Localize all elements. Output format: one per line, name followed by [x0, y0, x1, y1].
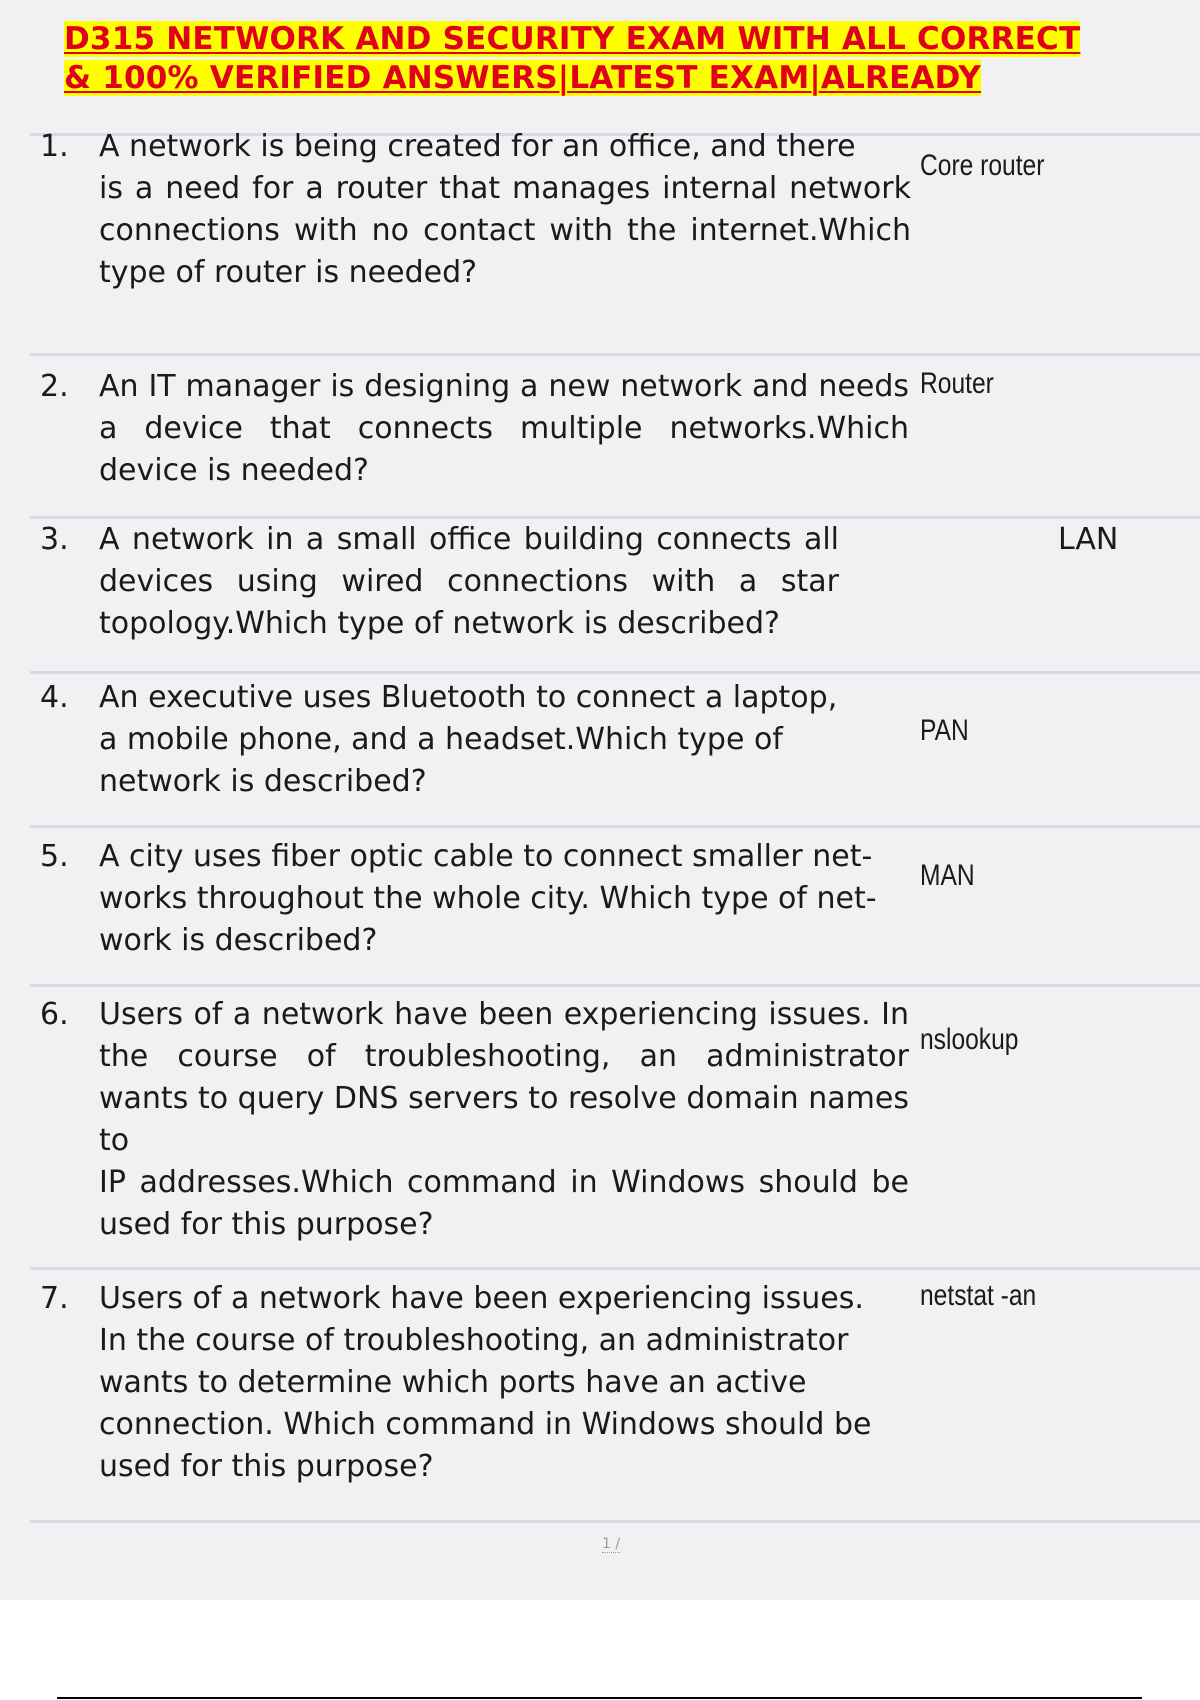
question-text: Users of a network have been experiencing issues. In the course of troubleshooting, an administrator wants to query DNS servers to resolve domain names to IP addresses.Which command in Windows should be used for this purpose? — [99, 997, 909, 1242]
question-number: 2. — [40, 369, 69, 404]
answer-text: Router — [920, 367, 994, 400]
question-number: 5. — [40, 839, 69, 874]
document-title-line-1: D315 NETWORK AND SECURITY EXAM WITH ALL CORRECT — [64, 21, 1081, 57]
answer-text: PAN — [920, 714, 969, 747]
answer-text: Core router — [920, 149, 1045, 182]
answer-text: netstat -an — [920, 1279, 1037, 1312]
question-text: A network in a small office building connects all devices using wired connections with a star topology.Which type of network is described? — [99, 522, 839, 641]
bottom-rule — [57, 1697, 1142, 1699]
answer-text: LAN — [1058, 522, 1119, 557]
question-number: 7. — [40, 1281, 69, 1316]
answer-text: nslookup — [920, 1023, 1019, 1056]
divider — [30, 671, 1200, 674]
page-number: 1 / — [602, 1536, 621, 1552]
document-title — [64, 20, 1174, 98]
question-text: Users of a network have been experiencing issues. In the course of troubleshooting, an administrator wants to determine which ports have an active connection. Which command in Windows should be used for this purpose? — [99, 1281, 872, 1484]
question-text: A city uses fiber optic cable to connect smaller net- works throughout the whole city. Which type of net- work is described? — [99, 839, 877, 958]
question-number: 6. — [40, 997, 69, 1032]
divider — [30, 1520, 1200, 1523]
answer-text: MAN — [920, 859, 975, 892]
divider — [30, 825, 1200, 828]
document-title-line-2: & 100% VERIFIED ANSWERS|LATEST EXAM|ALREADY — [64, 60, 981, 96]
question-number: 4. — [40, 680, 69, 715]
question-number: 1. — [40, 129, 69, 164]
divider — [30, 1267, 1200, 1270]
question-text: An IT manager is designing a new network and needs a device that connects multiple networks.Which device is needed? — [99, 369, 909, 488]
question-number: 3. — [40, 522, 69, 557]
question-text: A network is being created for an office, and there is a need for a router that manages internal network connections with no contact with the internet.Which type of router is needed? — [99, 129, 911, 290]
question-text: An executive uses Bluetooth to connect a laptop, a mobile phone, and a headset.Which type of network is described? — [99, 680, 838, 799]
divider — [30, 984, 1200, 987]
divider — [30, 353, 1200, 356]
